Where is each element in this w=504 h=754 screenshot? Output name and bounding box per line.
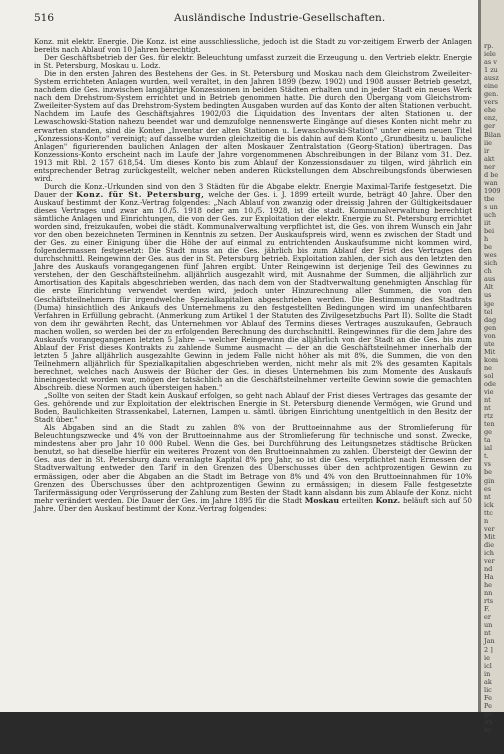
fragment-line: ta: [484, 436, 491, 445]
paragraph-text: beläuft sich auf 50 Jahre. Über den Auskauf bestimmt der Konz.-Vertrag folgendes:: [34, 495, 472, 513]
fragment-line: ner: [484, 162, 496, 171]
fragment-line: iele: [484, 50, 496, 59]
fragment-line: ttc: [484, 508, 493, 517]
document-body: [34, 38, 472, 708]
fragment-line: es: [484, 484, 492, 493]
fragment-line: F.: [484, 605, 490, 614]
fragment-line: ge: [484, 709, 493, 718]
fragment-line: er: [484, 613, 491, 622]
page-number: 516: [34, 12, 55, 24]
fragment-line: be: [484, 468, 493, 477]
fragment-line: us: [484, 291, 492, 300]
fragment-line: vie: [484, 388, 494, 397]
fragment-line: nt: [484, 396, 491, 405]
fragment-line: tel: [484, 307, 493, 316]
fragment-line: ie: [484, 653, 490, 662]
fragment-line: ge: [484, 428, 493, 437]
fragment-line: un: [484, 621, 493, 630]
fragment-line: enz,: [484, 114, 498, 123]
fragment-line: in: [484, 669, 491, 678]
paragraph: [34, 424, 472, 513]
fragment-line: nt: [484, 492, 491, 501]
fragment-line: akt: [484, 154, 495, 163]
fragment-line: gen.: [484, 90, 499, 99]
fragment-line: eine: [484, 82, 498, 91]
fragment-line: sich: [484, 259, 498, 268]
fragment-line: irs: [484, 717, 493, 726]
fragment-line: ial: [484, 444, 493, 453]
fragment-line: Ha: [484, 573, 494, 582]
fragment-line: icl: [484, 661, 492, 670]
fragment-line: ode: [484, 379, 496, 388]
fragment-line: rts: [484, 597, 494, 606]
fragment-line: vers: [484, 98, 498, 107]
fragment-line: rtz: [484, 412, 494, 421]
paragraph: [34, 392, 472, 424]
fragment-line: ausz: [484, 74, 499, 83]
fragment-line: ige: [484, 299, 495, 308]
emphasis-text: Konz. für St. Petersburg,: [76, 189, 205, 199]
fragment-line: vs: [484, 460, 492, 469]
fragment-line: ver: [484, 557, 495, 565]
adjacent-page-text: [484, 42, 504, 754]
fragment-line: as v: [484, 58, 497, 67]
fragment-line: aus: [484, 275, 496, 284]
fragment-line: wan: [484, 178, 498, 187]
fragment-line: 2 ]: [484, 645, 493, 654]
paragraph: [34, 38, 472, 54]
fragment-line: ne: [484, 363, 493, 372]
fragment-line: ak: [484, 677, 492, 686]
fragment-line: die: [484, 540, 495, 549]
paragraph: [34, 183, 472, 392]
fragment-line: nt: [484, 629, 491, 638]
fragment-line: ten: [484, 420, 495, 429]
emphasis-text: Moskau: [304, 495, 340, 505]
fragment-line: ick: [484, 500, 494, 509]
fragment-line: ir: [484, 146, 490, 155]
fragment-line: Alt: [484, 283, 494, 292]
fragment-line: kom: [484, 355, 499, 364]
fragment-line: d be: [484, 170, 499, 179]
fragment-line: ger: [484, 122, 496, 131]
page-header: [34, 12, 474, 26]
fragment-line: sol: [484, 371, 494, 380]
fragment-line: gin: [484, 476, 495, 485]
adjacent-page-edge: [478, 0, 504, 734]
fragment-line: gen: [484, 323, 497, 332]
paragraph: [34, 70, 472, 183]
fragment-line: n: [484, 516, 489, 525]
fragment-line: ehe: [484, 106, 496, 115]
fragment-line: iie: [484, 138, 493, 147]
paragraph-text: Der Geschäftsbetrieb der Ges. für elektr. Beleuchtung umfasst zurzeit die Erzeugung u. den Vertrieb elektr. Energie in St. Petersburg, Moskau u. Lodz.: [34, 53, 472, 71]
fragment-line: ute: [484, 339, 495, 348]
fragment-line: Bilan: [484, 130, 501, 139]
paragraph: [34, 54, 472, 70]
paragraph-text: Konz. mit elektr. Energie. Die Konz. ist eine ausschliessliche, jedoch ist die Stadt zu vor-zeitigem Erwerb der Anlagen bereits nach Ablauf von 10 Jahren berechtigt.: [34, 37, 472, 55]
fragment-line: bei: [484, 227, 495, 236]
paragraph-text: „Sollte von seiten der Stadt kein Auskauf erfolgen, so geht nach Ablauf der Frist dieses Vertrages das gesamte der Ges. gehörende und zur Exploitation der elektrischen Energie in St. Petersburg dienende Vermögen, wie Grund und Boden, Baulichkeiten Strassenkabel, Laternen, Lampen u. sämtl. übrigen Einrichtung unentgeltlich in den Besitz der Stadt über.": [34, 391, 472, 425]
fragment-line: 1 zu: [484, 66, 498, 75]
fragment-line: uch: [484, 210, 497, 219]
running-title: Ausländische Industrie-Gesellschaften.: [174, 12, 386, 24]
fragment-line: lic: [484, 685, 492, 694]
paragraph-text: welche der Ges. i. J. 1899 erteilt wurde, beträgt 40 Jahre. Über den Auskauf bestimmt der Konz.-Vertrag folgendes: „Nach Ablauf von zwanzig oder dreissig Jahren der Gültigkeitsdauer dieses Vertrages und zwar am 10./5. 1918 oder am 10./5. 1928, ist die stadt. Kommunalverwaltung berechtigt sämtliche Anlagen und Einrichtungen, die von der Ges. zur Exploitation der elektr. Energie zu St. Petersburg errichtet worden sind, freizukaufen, wobei die städt. Kommunalverwaltung verpflichtet ist, die Ges. von ihrem Wunsch ein Jahr vor den oben bezeichneten Terminen in Kenntnis zu setzen. Der Auskaufspreis wird, wenn es zwischen der Stadt und der Ges. zu einer Einigung über die Höhe der auf einmal zu entrichtenden Auskaufsumme nicht kommen wird, folgendermassen festgesetzt: Die Stadt muss an die Ges. jährlich bis zum Ablauf der Frist des Vertrages den durchschnittl. Reingewinn der Ges. aus der in St. Petersburg betrieb. Exploitation zahlen, der sich aus den letzten den Jahre des Auskaufs vorangegangenen fünf Jahren ergibt. Unter Reingewinn ist derjenige Teil des Gewinnes zu verstehen, der den Geschäftsteilnehm. alljährlich ausgezahlt wird, mit Ausnahme der Summen, die alljährlich zur Amortisation des Kapitals abgeschrieben werden, das nach dem von der Stadtverwaltung genehmigten Anschlag für die erste Einrichtung verwendet werden wird, jedoch unter Hinzurechnung aller Summen, die von den Geschäftsteilnehmern für irgendwelche Spezialkapitalien abgeschrieben werden. Die Bestimmung des Stadtrats (Duma) hinsichtlich des Ankaufs des Unternehmens zu den festgestellten Bedingungen wird im unanfechtbaren Verfahren in Erfüllung gebracht. (Anmerkung zum Artikel 1 der Statuten des Zivilgesetzbuchs Part II). Sollte die Stadt von dem ihr gewährten Recht, das Unternehmen vor Ablauf des Termins dieses Vertrages auszukaufen, Gebrauch machen wollen, so werden bei der zu erfolgenden Berechnung des durchschnittl. Reingewinnes für die dem Jahre des Auskaufs vorangegangenen letzten 5 Jahre — welcher Reingewinn die alljährlich von der Stadt an die Ges. bis zum Ablauf der Frist dieses Kontrakts zu zahlende Summe ausmacht — der an die Geschäftsteilnehmer innerhalb der letzten 5 Jahre alljährlich ausgezahlte Gewinn in jedem Falle nicht höher als mit 8%, die Summen, die von den Teilnehmern alljährlich für Spezialkapitalien abgeschrieben werden, nicht mehr als mit 2% des gesamten Kapitals berechnet, welches nach Ausweis der Bücher der Ges. in dieses Unternehmen bis zum Momente des Auskaufs hineingesteckt worden war, mögen der tatsächlich an die Geschäftsteilnehmer verteilte Gewinn sowie die gemachten Abschreib. diese Normen auch übersteigen haben.": [34, 189, 472, 393]
paragraph-text: Als Abgaben sind an die Stadt zu zahlen 8% von der Bruttoeinnahme aus der Stromlieferung für Beleuchtungszwecke und 4% von der Bruttoeinnahme aus der Stromlieferung für technische und sonst. Zwecke, mindestens aber pro Jahr 10 000 Rubel. Wenn die Ges. bei Durchführung des Leitungsnetzes städtische Brücken benutzt, so hat dieselbe hierfür ein weiteres Prozent von den Bruttoeinnahmen zu zahlen. Übersteigt der Gewinn der Ges. aus der in St. Petersburg dazu veranlagte Kapital 8% pro Jahr, so ist die Ges. verpflichtet nach Ermessen der Stadtverwaltung entweder den Tarif in den Grenzen des Überschusses über den achtprozentigen Gewinn zu ermässigen, oder aber die Abgaben an die Stadt im Betrage von 8% und 4% von den Bruttoeinnahmen für 10% Grenzen des Überschusses über den achtprozentigen Gewinn zu ermässigen; in diesem Falle festgesetzte Tarifermässigung oder Vergrösserung der Zahlung zum Besten der Stadt kann alsdann bis zum Ablaufe der Konz. nicht mehr verändert werden. Die Dauer der Ges. im Jahre 1895 für die Stadt: [34, 423, 472, 505]
page-fold-shadow: [478, 0, 481, 712]
fragment-line: ch: [484, 267, 492, 276]
emphasis-text: Konz.: [375, 495, 401, 505]
fragment-line: h: [484, 235, 489, 244]
fragment-line: Pe: [484, 701, 492, 710]
fragment-line: wes: [484, 251, 497, 260]
fragment-line: rp.: [484, 42, 494, 50]
fragment-line: be: [484, 243, 493, 252]
paragraph-text: erteilten: [339, 495, 376, 505]
fragment-line: tbe: [484, 194, 495, 203]
fragment-line: dag: [484, 315, 497, 324]
paragraph-text: Die in den ersten Jahren des Bestehens der Ges. in St. Petersburg und Moskau nach dem Gleichstrom Zweileiter-System errichteten Anlagen wurden, weil veraltet, in den Jahren 1899 (bezw. 1902) und 1908 ausser Betrieb gesetzt, nachdem die Ges. inzwischen langjährige Konzessionen in beiden Städten erhalten und in jeder Stadt ein neues Werk nach dem Drehstrom-System errichtet und in Betrieb genommen hatte. Die durch den Übergang vom Gleichstrom-Zweileiter-System auf das Drehstrom-System bedingten Ausgaben wurden auf das Konto der alten Stationen verbucht. Nachdem im Laufe des Geschäftsjahres 1902/03 die Liquidation des Inventars der alten Stationen u. der Lewaschowski-Station nahezu beendet war und demzufolge nennenswerte Eingänge auf dieses Konten nicht mehr zu erwarten standen, sind die Konten „Inventar der alten Stationen u. Lewaschowski-Station" unter einem neuen Titel „Konzessions-Konto" vereinigt; auf dasselbe wurden gleichzeitig die bis dahin auf dem Konto „Grundbesitz u. bauliche Anlagen" figurierenden baulichen Anlagen der alten Moskauer Zentralstation (Georg-Station) übertragen. Das Konzessions-Konto erscheint nach im Laufe der Jahre vorgenommenen Abschreibungen in der Bilanz vom 31. Dez. 1913 mit Rbl. 2 157 618,54. Um dieses Konto bis zum Ablauf der Konzessionsdauer zu tilgen, wird jährlich ein entsprechender Betrag zurückgestellt, welcher neben anderen Rückstellungen dem Abschreibungsfonds überwiesen wird.: [34, 69, 472, 183]
fragment-line: ich: [484, 548, 494, 557]
fragment-line: Mit: [484, 532, 496, 541]
fragment-line: hr: [484, 725, 492, 734]
fragment-line: he: [484, 581, 493, 590]
fragment-line: Jan: [484, 637, 495, 646]
fragment-line: 1909: [484, 186, 501, 195]
fragment-line: Mit: [484, 347, 496, 356]
fragment-line: t.: [484, 452, 489, 461]
fragment-line: nt: [484, 404, 491, 413]
fragment-line: von: [484, 331, 496, 340]
fragment-line: iit: [484, 219, 491, 228]
fragment-line: nd: [484, 565, 493, 574]
paragraph-text: Durch die Konz.-Urkunden sind von den 3 Städten für die Abgabe elektr. Energie Maximal-Tarife festgesetzt. Die Dauer der: [34, 181, 472, 199]
fragment-line: nn: [484, 589, 493, 598]
fragment-line: s un: [484, 202, 498, 211]
fragment-line: ver: [484, 524, 495, 533]
fragment-line: Fe: [484, 693, 493, 702]
